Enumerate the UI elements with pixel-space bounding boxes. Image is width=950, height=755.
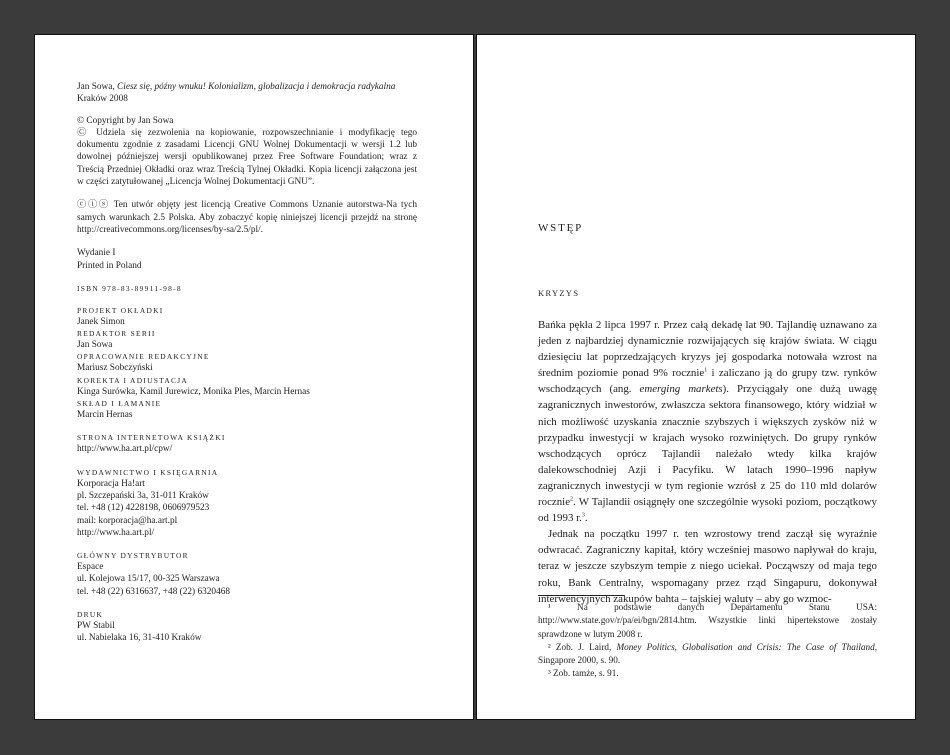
footnote-ref-1[interactable]: 1 — [704, 367, 708, 374]
footnote-2 — [538, 641, 877, 668]
publisher-tel: tel. +48 (12) 4228198, 0606979523 — [77, 503, 210, 514]
fn2-emphasis: Money Politics, Globalisation and Crisis: The Case of Thailand — [616, 641, 875, 652]
p1-part-d: . W Tajlandii osiągnęły one szczególnie wysoki poziom, początkowy od 1993 r. — [538, 496, 877, 525]
website-label: STRONA INTERNETOWA KSIĄŻKI — [77, 433, 226, 443]
footnote-ref-3[interactable]: 3 — [581, 512, 585, 519]
citation-line — [77, 81, 417, 93]
fn2-part-a: ² Zob. J. Laird, — [548, 641, 617, 652]
editing: Mariusz Sobczyński — [77, 363, 153, 374]
footnote-ref-2[interactable]: 2 — [570, 496, 574, 503]
proofreading-label: KOREKTA I ADIUSTACJA — [77, 375, 189, 385]
printer-address: ul. Nabielaka 16, 31-410 Kraków — [77, 633, 202, 644]
proofreading: Kinga Surówka, Kamil Jurewicz, Monika Ples, Marcin Hernas — [77, 386, 310, 397]
colophon — [77, 81, 417, 654]
footnote-divider — [538, 595, 624, 596]
website-block — [77, 432, 417, 455]
cc-block — [77, 199, 417, 236]
editing-label: OPRACOWANIE REDAKCYJNE — [77, 352, 210, 362]
p1-part-a: Bańka pękła 2 lipca 1997 r. Przez całą dekadę lat 90. Tajlandię uznawano za jeden z najbardziej dynamicznie rozwijających się krajów świata. W ciągu dziesięciu lat poprzedzających kryzys jej gospodarka notowała wzrost na średnim poziomie ponad 9% rocznie — [538, 319, 877, 380]
p1-part-b: i zaliczano ją do grupy tzw. rynków wschodzących (ang. — [538, 367, 877, 396]
p1-part-c: ). Przyciągały one dużą uwagę zagranicznych inwestorów, zwłaszcza sektora finansowego, który widział w nich możliwość uzyskania znacznie szybszych i większych zysków niż w przypadku inwestycji w krajach wysoko rozwiniętych. Do grupy rynków wschodzących oprócz Tajlandii należało wtedy kilka krajów dalekowschodniej Azji i Pacyfiku. W latach 1990–1996 napływ zagranicznych inwestycji w tym regionie wzrósł z 25 do 110 mld dolarów rocznie — [538, 383, 877, 509]
paragraph-1 — [538, 317, 877, 526]
series-editor-label: REDAKTOR SERII — [77, 329, 156, 339]
isbn: ISBN 978-83-89911-98-8 — [77, 283, 182, 293]
cc-license-text: ⓒⓘⓢ Ten utwór objęty jest licencją Creative Commons Uznanie autorstwa-Na tych samych warunkach 2.5 Polska. Aby zobaczyć kopię niniejszej licencji przejdź na stronę http://creativecommons.org/licenses/by-sa/2.5/pl/. — [77, 200, 417, 235]
edition: Wydanie I — [77, 248, 116, 259]
credits-block — [77, 305, 417, 421]
cover-design-label: PROJEKT OKŁADKI — [77, 305, 164, 315]
footnote-3: ³ Zob. tamże, s. 91. — [548, 668, 619, 679]
publisher-web[interactable]: http://www.ha.art.pl/ — [77, 527, 155, 538]
series-editor: Jan Sowa — [77, 340, 113, 351]
print-label: DRUK — [77, 610, 104, 620]
footnote-1: ¹ Na podstawie danych Departamentu Stanu USA: http://www.state.gov/r/pa/ei/bgn/2814.htm. Wszystkie linki hipertekstowe zostały sprawdzone w lutym 2008 r. — [538, 602, 877, 639]
publisher-address: pl. Szczepański 3a, 31-011 Kraków — [77, 490, 209, 501]
publisher-block — [77, 467, 417, 539]
citation-author: Jan Sowa, — [77, 82, 118, 92]
gnu-license-text: Ⓒ Udziela się zezwolenia na kopiowanie, rozpowszechnianie i modyfikację tego dokumentu zgodnie z zasadami Licencji GNU Wolnej Dokumentacji w wersji 1.2 lub dowolnej późniejszej wersji opublikowanej przez Free Software Foundation; wraz z Treścią Przedniej Okładki oraz wraz Treścią Tylnej Okładki. Kopia licencji załączona jest w części zatytułowanej „Licencja Wolnej Dokumentacji GNU”. — [77, 127, 417, 188]
citation-title: Ciesz się, późny wnuku! Kolonializm, globalizacja i demokracja radykalna — [117, 82, 396, 92]
cover-design: Janek Simon — [77, 316, 125, 327]
right-page — [476, 34, 916, 720]
distributor-tel: tel. +48 (22) 6316637, +48 (22) 6320468 — [77, 586, 231, 597]
typesetting-label: SKŁAD I ŁAMANIE — [77, 399, 162, 409]
distributor-address: ul. Kolejowa 15/17, 00-325 Warszawa — [77, 574, 220, 585]
p1-part-e: . — [584, 512, 588, 525]
printer-name: PW Stabil — [77, 621, 115, 632]
paragraph-2: Jednak na początku 1997 r. ten wzrostowy trend zaczął się wyraźnie odwracać. Zagraniczny kapitał, który wcześniej masowo napływał do kraju, teraz w jeszcze szybszym tempie z niego uciekał. Począwszy od maja tego roku, Bank Centralny, wspomagany przez rząd Singapuru, dokonywał interwencyjnych zakupów bahta – tajskiej waluty – aby go wzmoc- — [538, 528, 877, 605]
section-title: KRYZYS — [538, 289, 580, 298]
fn2-part-b: , Singapore 2000, s. 90. — [538, 641, 877, 666]
publisher-mail[interactable]: mail: korporacja@ha.art.pl — [77, 515, 178, 526]
distributor-name: Espace — [77, 562, 104, 573]
left-page — [34, 34, 474, 720]
footnotes — [538, 601, 877, 681]
body-text — [538, 317, 877, 607]
printed-in: Printed in Poland — [77, 260, 142, 271]
chapter-title: WSTĘP — [538, 222, 584, 234]
isbn-block — [77, 283, 417, 294]
copyright-block — [77, 115, 417, 189]
publisher-label: WYDAWNICTWO I KSIĘGARNIA — [77, 467, 219, 477]
printer-block — [77, 609, 417, 645]
p1-emphasis: emerging markets — [639, 383, 723, 396]
distributor-block — [77, 550, 417, 598]
typesetting: Marcin Hernas — [77, 410, 133, 421]
distributor-label: GŁÓWNY DYSTRYBUTOR — [77, 551, 189, 561]
edition-block — [77, 247, 417, 272]
citation-block — [77, 81, 417, 106]
citation-place: Kraków 2008 — [77, 94, 128, 105]
website-url[interactable]: http://www.ha.art.pl/cpw/ — [77, 444, 173, 455]
publisher-name: Korporacja Ha!art — [77, 478, 145, 489]
copyright-line: © Copyright by Jan Sowa — [77, 115, 174, 126]
